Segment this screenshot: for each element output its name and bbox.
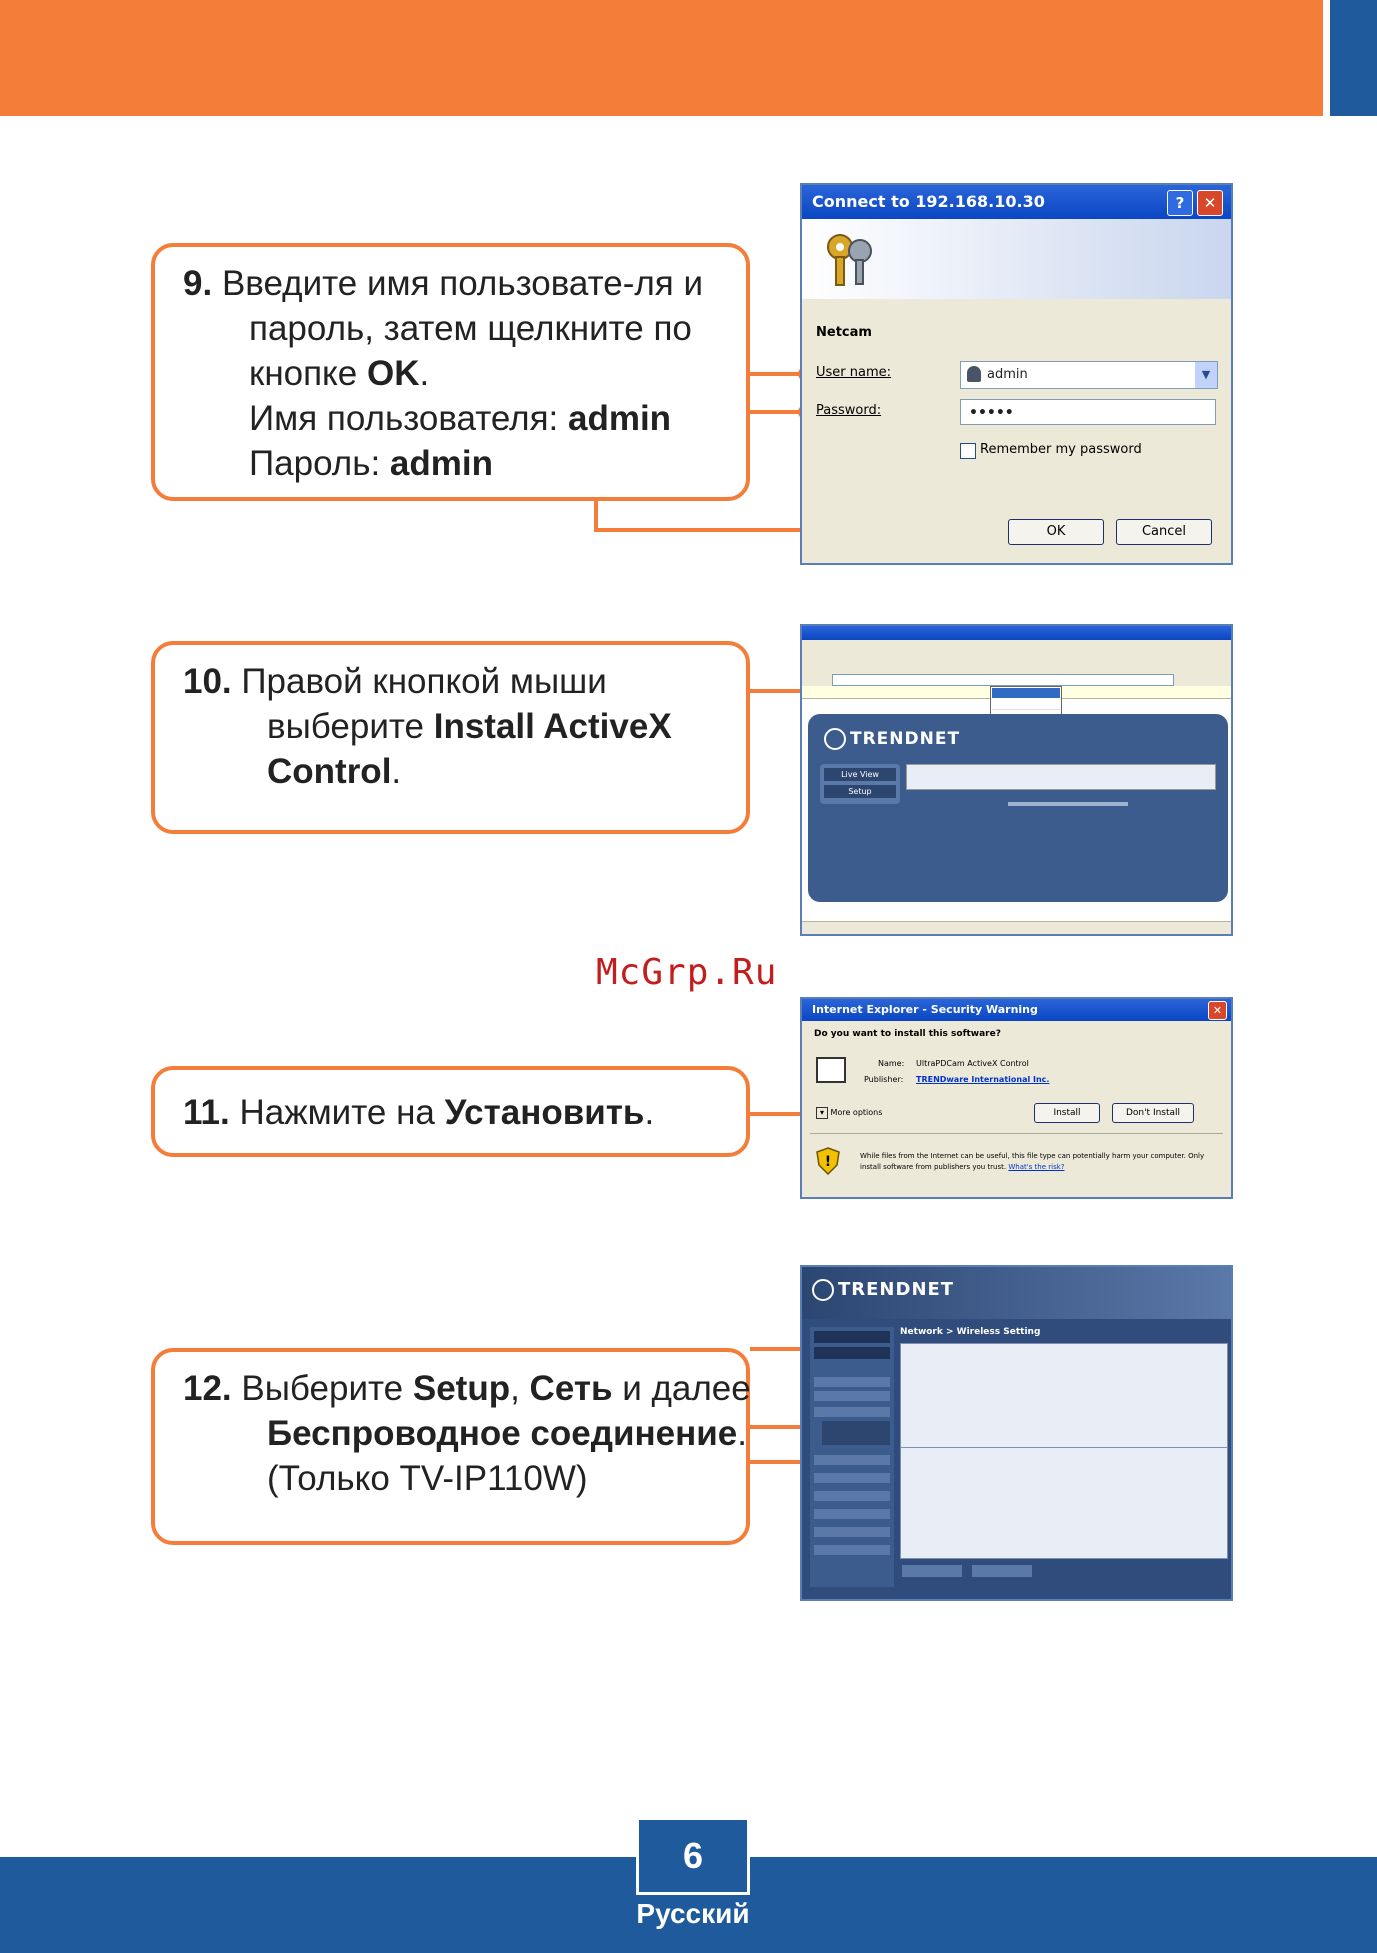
publisher-link[interactable]: TRENDware International Inc. bbox=[916, 1075, 1050, 1084]
step-11-box bbox=[151, 1066, 750, 1157]
ie-menubar bbox=[802, 640, 1231, 652]
step-12-comma: , bbox=[510, 1369, 530, 1408]
connector-password bbox=[750, 410, 804, 414]
install-button[interactable]: Install bbox=[1034, 1103, 1100, 1123]
expand-icon: ▾ bbox=[816, 1107, 828, 1119]
ok-button[interactable]: OK bbox=[1008, 519, 1104, 545]
sidebar-item[interactable] bbox=[814, 1545, 890, 1555]
keys-icon bbox=[820, 229, 880, 289]
page-number: 6 bbox=[636, 1817, 750, 1895]
more-options-label: More options bbox=[830, 1108, 883, 1117]
step-9-period: . bbox=[419, 354, 430, 393]
step-12-setup-term: Setup bbox=[412, 1369, 511, 1408]
cancel-button[interactable]: Cancel bbox=[1116, 519, 1212, 545]
step-12-network-term: Сеть bbox=[529, 1369, 613, 1408]
step-12-note: (Только TV-IP110W) bbox=[267, 1459, 588, 1498]
help-icon[interactable]: ? bbox=[1167, 190, 1193, 216]
password-field[interactable]: ••••• bbox=[960, 399, 1216, 425]
username-value: admin bbox=[987, 367, 1028, 382]
step-9-line-3: кнопке bbox=[249, 354, 367, 393]
step-9-password-label: Пароль: bbox=[249, 444, 390, 483]
warning-body: While files from the Internet can be useful, this file type can potentially harm your computer. Only install software from publishers you trust. bbox=[860, 1152, 1205, 1171]
name-value: UltraPDCam ActiveX Control bbox=[916, 1059, 1029, 1068]
wireless-form bbox=[900, 1343, 1228, 1459]
publisher-label: Publisher: bbox=[864, 1075, 904, 1084]
software-icon bbox=[816, 1057, 846, 1083]
ie-toolbar bbox=[802, 652, 1231, 673]
divider bbox=[810, 1133, 1223, 1134]
step-10-number: 10. bbox=[183, 662, 232, 701]
setup-page-screenshot bbox=[800, 1265, 1233, 1601]
step-10-activex-term: Install ActiveX bbox=[433, 707, 672, 746]
setup-logo-text: TRENDNET bbox=[838, 1279, 955, 1300]
sidebar-item[interactable] bbox=[814, 1377, 890, 1387]
dialog-title: Connect to 192.168.10.30 bbox=[802, 185, 1231, 219]
step-10-line-2: выберите bbox=[267, 707, 434, 746]
chevron-down-icon[interactable]: ▼ bbox=[1195, 362, 1217, 388]
step-9-username-label: Имя пользователя: bbox=[249, 399, 568, 438]
context-menu-item[interactable] bbox=[992, 699, 1060, 710]
trendnet-logo bbox=[824, 728, 960, 750]
remember-label: Remember my password bbox=[980, 442, 1142, 457]
setup-sidebar bbox=[810, 1327, 894, 1587]
step-9-number: 9. bbox=[183, 264, 213, 303]
status-message bbox=[1008, 802, 1128, 806]
connector-username bbox=[750, 372, 804, 376]
step-12-text-end: и далее bbox=[612, 1369, 751, 1408]
address-field[interactable] bbox=[832, 674, 1174, 686]
sidebar-item[interactable] bbox=[814, 1391, 890, 1401]
realm-label: Netcam bbox=[816, 325, 872, 340]
step-9-ok-term: OK bbox=[366, 354, 420, 393]
close-icon[interactable]: ✕ bbox=[1208, 1001, 1227, 1020]
ie-titlebar bbox=[802, 626, 1231, 640]
username-label: User name: bbox=[816, 365, 892, 380]
sidebar-item[interactable] bbox=[814, 1491, 890, 1501]
setup-header bbox=[802, 1267, 1231, 1319]
step-10-control-term: Control bbox=[267, 752, 392, 791]
step-12-number: 12. bbox=[183, 1369, 232, 1408]
trendnet-page bbox=[808, 714, 1228, 902]
dont-install-button[interactable]: Don't Install bbox=[1112, 1103, 1194, 1123]
setup-logo bbox=[812, 1279, 954, 1301]
header-blue-tab bbox=[1330, 0, 1377, 116]
trendnet-logo-icon bbox=[824, 728, 846, 750]
shield-icon bbox=[816, 1147, 840, 1175]
warning-text bbox=[860, 1151, 1226, 1173]
step-10-line-1: Правой кнопкой мыши bbox=[241, 662, 607, 701]
step-9-password-value: admin bbox=[389, 444, 493, 483]
ie-addressbar bbox=[802, 672, 1231, 687]
username-combobox[interactable] bbox=[960, 361, 1218, 389]
login-dialog-screenshot bbox=[800, 183, 1233, 565]
name-label: Name: bbox=[878, 1059, 905, 1068]
password-label: Password: bbox=[816, 403, 882, 418]
step-11-period: . bbox=[644, 1093, 655, 1132]
sidebar-item[interactable] bbox=[814, 1527, 890, 1537]
ie-statusbar bbox=[802, 921, 1231, 934]
step-9-line-1: Введите имя пользовате-ля и bbox=[221, 264, 703, 303]
sidebar-item[interactable] bbox=[814, 1509, 890, 1519]
sidebar-item[interactable] bbox=[814, 1455, 890, 1465]
step-12-box bbox=[151, 1348, 750, 1545]
sidebar-item-network[interactable] bbox=[814, 1407, 890, 1417]
trendnet-side-nav bbox=[820, 764, 900, 804]
step-9-username-value: admin bbox=[567, 399, 672, 438]
cancel-button[interactable] bbox=[972, 1565, 1032, 1577]
watermark: McGrp.Ru bbox=[596, 952, 778, 993]
step-11-install-term: Установить bbox=[444, 1093, 645, 1132]
security-warning-screenshot bbox=[800, 997, 1233, 1199]
risk-link[interactable]: What's the risk? bbox=[1008, 1163, 1065, 1171]
step-12-period: . bbox=[737, 1414, 747, 1453]
step-12-wireless-term: Беспроводное соединение bbox=[267, 1414, 738, 1453]
live-view-button[interactable]: Live View bbox=[824, 768, 896, 781]
close-icon[interactable]: ✕ bbox=[1197, 190, 1223, 216]
user-icon bbox=[967, 366, 981, 382]
security-question: Do you want to install this software? bbox=[814, 1029, 1001, 1039]
step-12-text: Выберите bbox=[241, 1369, 413, 1408]
step-10-box bbox=[151, 641, 750, 834]
sidebar-setup[interactable] bbox=[814, 1347, 890, 1359]
trendnet-logo-text: TRENDNET bbox=[850, 729, 961, 749]
step-9-box bbox=[151, 243, 750, 501]
header-orange-bar bbox=[0, 0, 1323, 116]
security-warning-title: Internet Explorer - Security Warning bbox=[802, 999, 1231, 1021]
sidebar-item-wireless[interactable] bbox=[822, 1421, 890, 1445]
step-9-line-2: пароль, затем щелкните по bbox=[249, 309, 692, 348]
video-area bbox=[906, 764, 1216, 790]
step-10-period: . bbox=[391, 752, 402, 791]
step-11-text: Нажмите на bbox=[239, 1093, 445, 1132]
ie-window-screenshot bbox=[800, 624, 1233, 936]
sidebar-item[interactable] bbox=[814, 1473, 890, 1483]
dialog-banner bbox=[802, 219, 1231, 299]
more-options-toggle[interactable] bbox=[816, 1107, 882, 1119]
trendnet-logo-icon bbox=[812, 1279, 834, 1301]
sidebar-live-view[interactable] bbox=[814, 1331, 890, 1343]
context-menu-install-item[interactable] bbox=[992, 688, 1060, 698]
footer-language: Русский bbox=[636, 1898, 750, 1929]
step-11-number: 11. bbox=[183, 1093, 230, 1132]
svg-text:!: ! bbox=[824, 1154, 832, 1170]
setup-breadcrumb: Network > Wireless Setting bbox=[900, 1327, 1041, 1337]
apply-button[interactable] bbox=[902, 1565, 962, 1577]
remember-checkbox[interactable] bbox=[960, 443, 976, 459]
setup-button[interactable]: Setup bbox=[824, 785, 896, 798]
wep-form bbox=[900, 1447, 1228, 1559]
